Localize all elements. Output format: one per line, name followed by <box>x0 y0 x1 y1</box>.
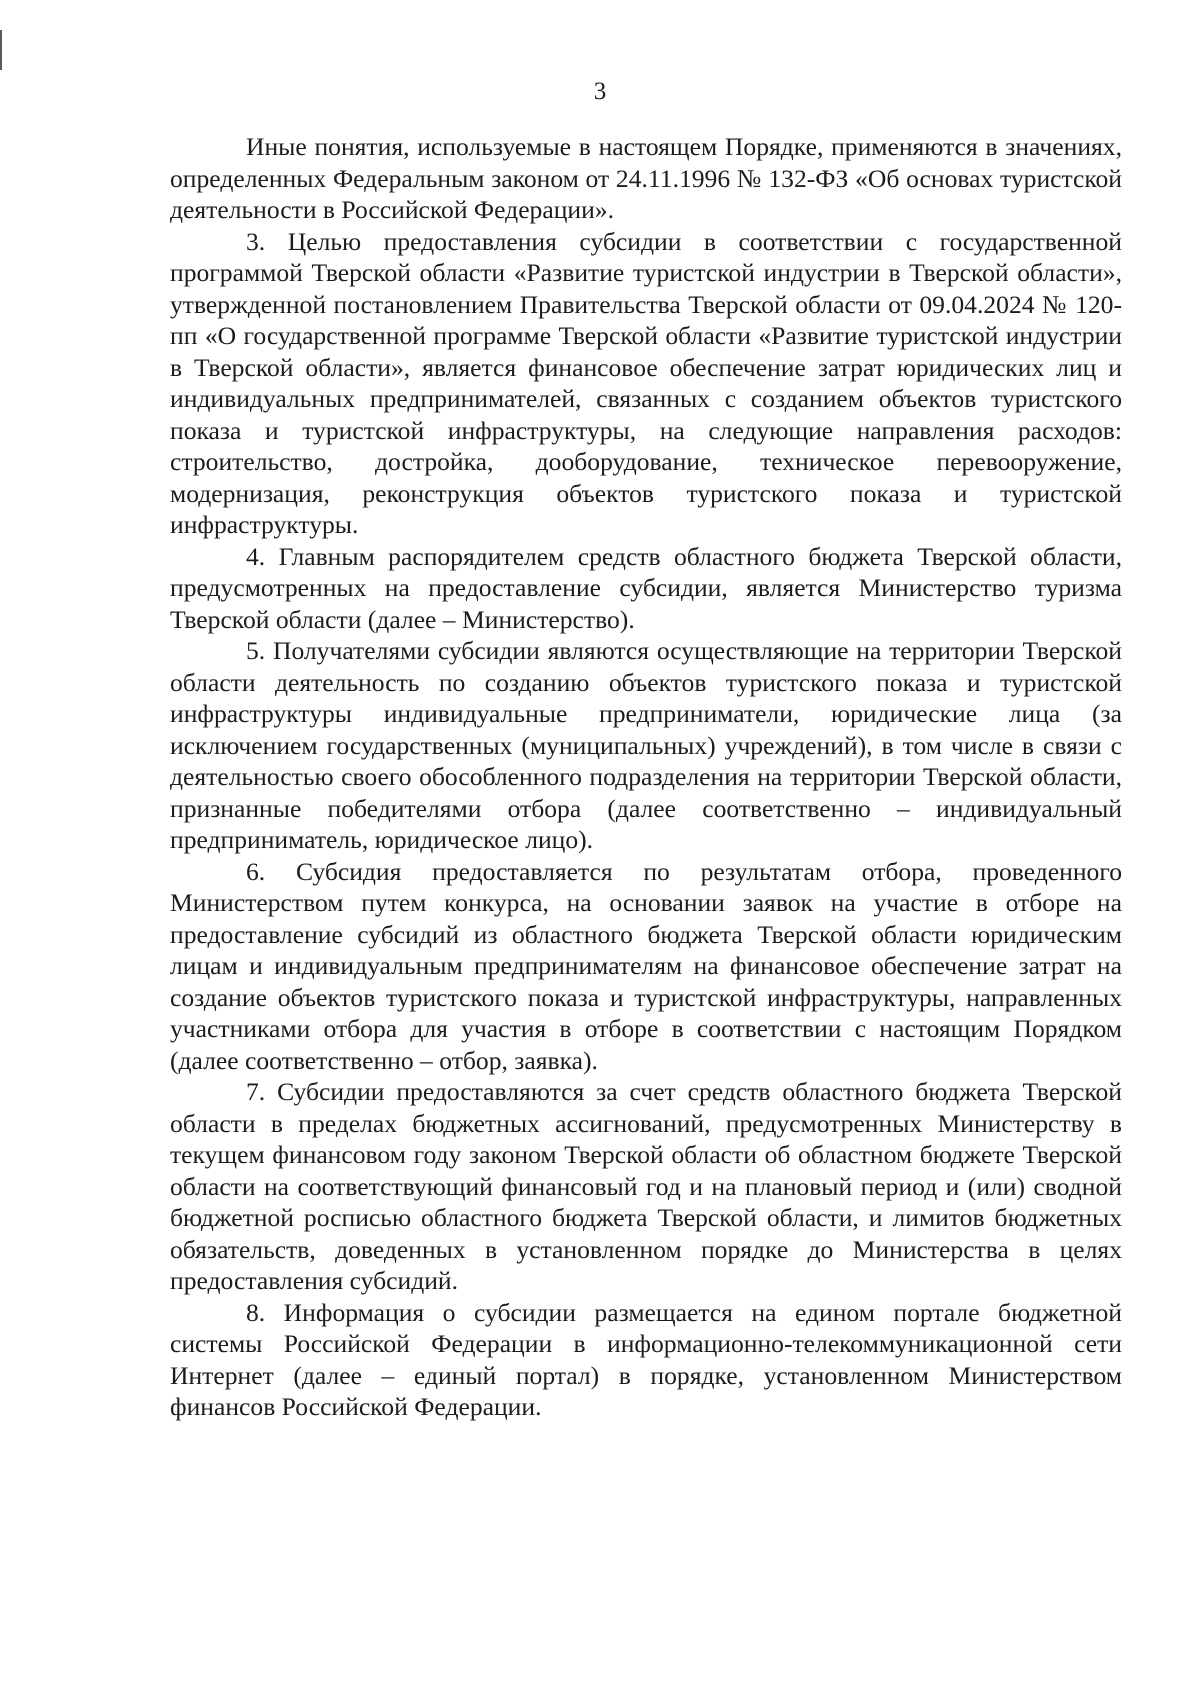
paragraph-8-information: 8. Информация о субсидии размещается на едином портале бюджетной системы Российской Федерации в информационно-телекоммуникационной сети Интернет (далее – единый портал) в порядке, установленном Министерством финансов Российской Федерации. <box>170 1297 1122 1421</box>
paragraph-definitions: Иные понятия, используемые в настоящем Порядке, применяются в значениях, определенных Федеральным законом от 24.11.1996 № 132-ФЗ «Об основах туристской деятельности в Российской Федерации». <box>170 132 1122 224</box>
paragraph-5-recipients: 5. Получателями субсидии являются осуществляющие на территории Тверской области деятельность по созданию объектов туристского показа и туристской инфраструктуры индивидуальные предприниматели, юридические лица (за исключением государственных (муниципальных) учреждений), в том числе в связи с деятельностью своего обособленного подразделения на территории Тверской области, признанные победителями отбора (далее соответственно – индивидуальный предприниматель, юридическое лицо). <box>170 636 1122 854</box>
document-body <box>170 131 1122 1423</box>
page-number: 3 <box>593 78 607 105</box>
paragraph-3-purpose: 3. Целью предоставления субсидии в соответствии с государственной программой Тверской области «Развитие туристской индустрии в Тверской области», утвержденной постановлением Правительства Тверской области от 09.04.2024 № 120-пп «О государственной программе Тверской области «Развитие туристской индустрии в Тверской области», является финансовое обеспечение затрат юридических лиц и индивидуальных предпринимателей, связанных с созданием объектов туристского показа и туристской инфраструктуры, на следующие направления расходов: строительство, достройка, дооборудование, техническое перевооружение, модернизация, реконструкция объектов туристского показа и туристской инфраструктуры. <box>170 226 1122 539</box>
paragraph-4-main-administrator: 4. Главным распорядителем средств областного бюджета Тверской области, предусмотренных на предоставление субсидии, является Министерство туризма Тверской области (далее – Министерство). <box>170 541 1122 634</box>
scan-edge-mark <box>0 30 2 70</box>
paragraph-6-selection: 6. Субсидия предоставляется по результатам отбора, проведенного Министерством путем конкурса, на основании заявок на участие в отборе на предоставление субсидий из областного бюджета Тверской области юридическим лицам и индивидуальным предпринимателям на финансовое обеспечение затрат на создание объектов туристского показа и туристской инфраструктуры, направленных участниками отбора для участия в отборе в соответствии с настоящим Порядком (далее соответственно – отбор, заявка). <box>170 856 1122 1075</box>
paragraph-7-funding: 7. Субсидии предоставляются за счет средств областного бюджета Тверской области в пределах бюджетных ассигнований, предусмотренных Министерству в текущем финансовом году законом Тверской области об областном бюджете Тверской области на соответствующий финансовый год и на плановый период и (или) сводной бюджетной росписью областного бюджета Тверской области, и лимитов бюджетных обязательств, доведенных в установленном порядке до Министерства в целях предоставления субсидий. <box>170 1077 1122 1295</box>
